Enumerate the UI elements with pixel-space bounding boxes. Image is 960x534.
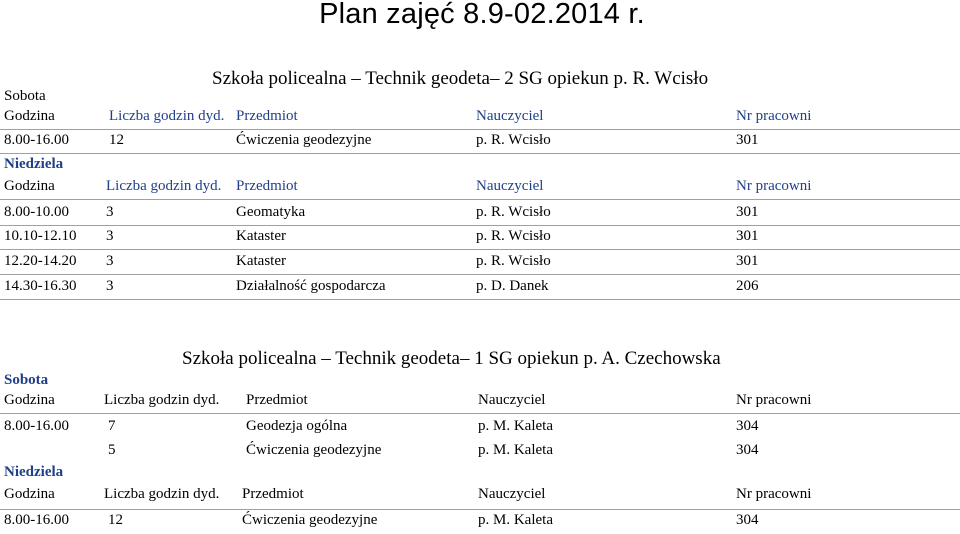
header-godzina: Godzina	[4, 108, 55, 124]
table-header-row	[0, 390, 960, 414]
header-liczba: Liczba godzin dyd.	[104, 486, 220, 502]
cell-liczba: 12	[109, 132, 124, 148]
cell-sala: 301	[736, 132, 759, 148]
cell-liczba: 7	[108, 418, 116, 434]
header-sala: Nr pracowni	[736, 486, 812, 502]
table-row	[0, 226, 960, 250]
cell-przedmiot: Kataster	[236, 253, 286, 269]
table-header-row	[0, 484, 960, 508]
header-nauczyciel: Nauczyciel	[478, 486, 546, 502]
cell-nauczyciel: p. D. Danek	[476, 278, 549, 294]
cell-liczba: 3	[106, 278, 114, 294]
table-row	[0, 416, 960, 440]
cell-sala: 301	[736, 204, 759, 220]
header-nauczyciel: Nauczyciel	[476, 178, 544, 194]
header-liczba: Liczba godzin dyd.	[106, 178, 222, 194]
cell-godzina: 8.00-16.00	[4, 418, 69, 434]
header-przedmiot: Przedmiot	[246, 392, 308, 408]
header-sala: Nr pracowni	[736, 392, 812, 408]
cell-nauczyciel: p. R. Wcisło	[476, 204, 551, 220]
cell-przedmiot: Ćwiczenia geodezyjne	[246, 442, 382, 458]
header-liczba: Liczba godzin dyd.	[109, 108, 225, 124]
table-row	[0, 509, 960, 533]
section-title: Szkoła policealna – Technik geodeta– 2 SG opiekun p. R. Wcisło	[212, 68, 709, 89]
cell-sala: 206	[736, 278, 759, 294]
cell-nauczyciel: p. R. Wcisło	[476, 132, 551, 148]
header-sala: Nr pracowni	[736, 178, 812, 194]
cell-liczba: 5	[108, 442, 116, 458]
day-label-sunday: Niedziela	[4, 464, 64, 480]
cell-nauczyciel: p. M. Kaleta	[478, 418, 553, 434]
cell-liczba: 12	[108, 512, 123, 528]
header-sala: Nr pracowni	[736, 108, 812, 124]
cell-przedmiot: Geomatyka	[236, 204, 306, 220]
header-godzina: Godzina	[4, 392, 55, 408]
cell-sala: 304	[736, 418, 759, 434]
table-row	[0, 202, 960, 226]
cell-liczba: 3	[106, 253, 114, 269]
cell-nauczyciel: p. M. Kaleta	[478, 442, 553, 458]
cell-sala: 304	[736, 512, 759, 528]
cell-przedmiot: Działalność gospodarcza	[236, 278, 386, 294]
cell-przedmiot: Geodezja ogólna	[246, 418, 348, 434]
cell-nauczyciel: p. R. Wcisło	[476, 253, 551, 269]
cell-nauczyciel: p. M. Kaleta	[478, 512, 553, 528]
header-przedmiot: Przedmiot	[236, 108, 298, 124]
cell-sala: 301	[736, 253, 759, 269]
header-nauczyciel: Nauczyciel	[478, 392, 546, 408]
cell-godzina: 10.10-12.10	[4, 228, 77, 244]
table-header-row	[0, 176, 960, 200]
cell-godzina: 8.00-10.00	[4, 204, 69, 220]
cell-liczba: 3	[106, 204, 114, 220]
section-title: Szkoła policealna – Technik geodeta– 1 SG opiekun p. A. Czechowska	[182, 348, 721, 369]
table-row	[0, 276, 960, 300]
cell-sala: 301	[736, 228, 759, 244]
day-label-saturday: Sobota	[4, 372, 49, 388]
header-nauczyciel: Nauczyciel	[476, 108, 544, 124]
table-row	[0, 440, 960, 464]
cell-przedmiot: Ćwiczenia geodezyjne	[242, 512, 378, 528]
page-title: Plan zajęć 8.9-02.2014 r.	[319, 0, 645, 30]
day-label-saturday: Sobota	[4, 88, 46, 104]
cell-godzina: 8.00-16.00	[4, 132, 69, 148]
header-przedmiot: Przedmiot	[236, 178, 298, 194]
header-liczba: Liczba godzin dyd.	[104, 392, 220, 408]
cell-godzina: 8.00-16.00	[4, 512, 69, 528]
day-label-sunday: Niedziela	[4, 156, 64, 172]
header-przedmiot: Przedmiot	[242, 486, 304, 502]
cell-przedmiot: Kataster	[236, 228, 286, 244]
header-godzina: Godzina	[4, 178, 55, 194]
cell-liczba: 3	[106, 228, 114, 244]
table-row	[0, 251, 960, 275]
cell-godzina: 14.30-16.30	[4, 278, 77, 294]
cell-godzina: 12.20-14.20	[4, 253, 77, 269]
cell-przedmiot: Ćwiczenia geodezyjne	[236, 132, 372, 148]
cell-sala: 304	[736, 442, 759, 458]
table-header-row	[0, 106, 960, 130]
cell-nauczyciel: p. R. Wcisło	[476, 228, 551, 244]
header-godzina: Godzina	[4, 486, 55, 502]
table-row	[0, 130, 960, 154]
